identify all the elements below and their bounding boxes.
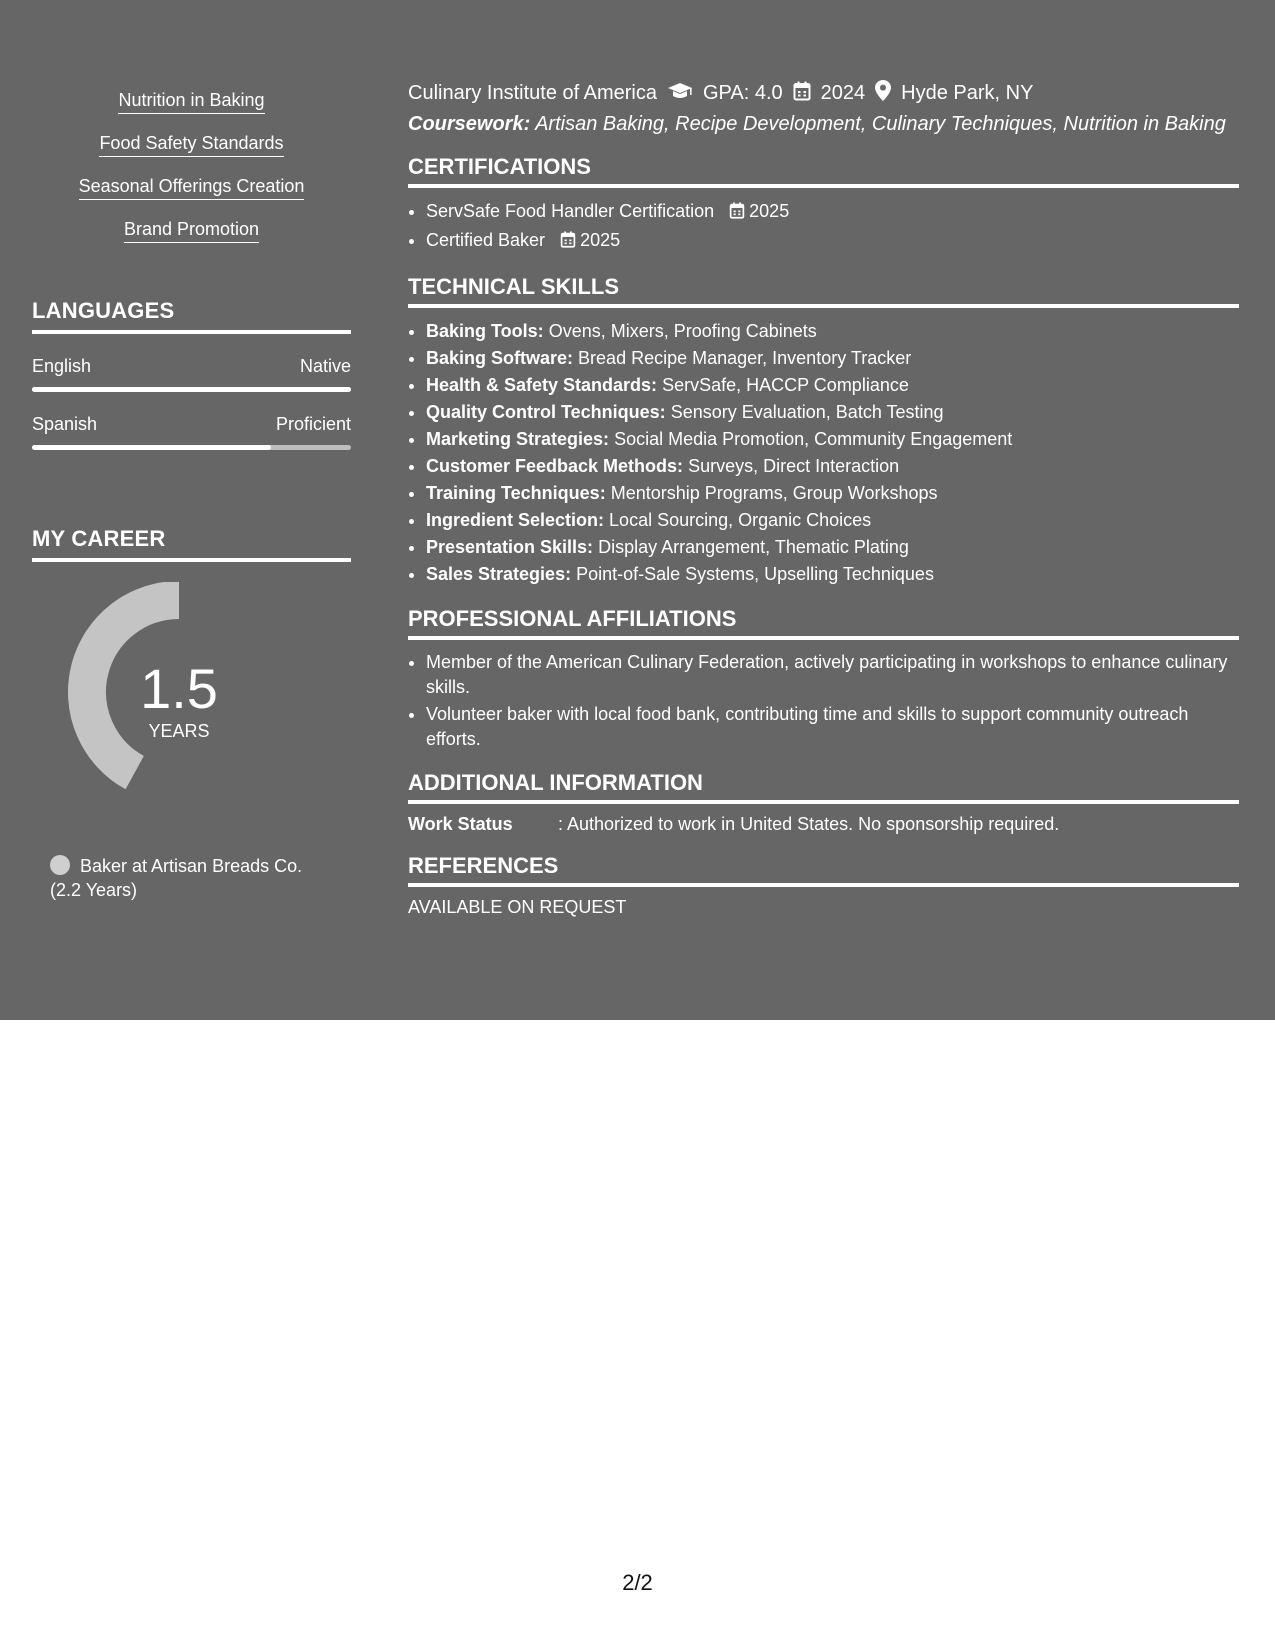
interests-list	[32, 80, 351, 252]
certification-item	[426, 198, 1239, 227]
career-years-value: 1.5	[140, 657, 218, 720]
education-school: Culinary Institute of America	[408, 82, 657, 104]
skill-value: Mentorship Programs, Group Workshops	[610, 483, 938, 503]
skill-value: Local Sourcing, Organic Choices	[609, 510, 872, 530]
work-status-label: Work Status	[408, 814, 513, 834]
affiliation-item: • Volunteer baker with local food bank, contributing time and skills to support community outreach efforts.	[426, 702, 1239, 752]
language-level: Native	[299, 356, 351, 376]
calendar-icon	[793, 81, 811, 107]
education-location: Hyde Park, NY	[901, 82, 1034, 104]
coursework-text: Artisan Baking, Recipe Development, Culinary Techniques, Nutrition in Baking	[535, 113, 1226, 135]
skill-value: Display Arrangement, Thematic Plating	[598, 537, 909, 557]
references-section	[408, 853, 1239, 918]
career-gauge	[32, 582, 351, 832]
language-item	[32, 356, 351, 392]
skill-value: ServSafe, HACCP Compliance	[662, 375, 909, 395]
career-item	[32, 854, 351, 902]
education-year: 2024	[820, 82, 866, 104]
page-number: 2/2	[622, 1570, 653, 1595]
skill-value: Surveys, Direct Interaction	[688, 456, 900, 476]
section-title: LANGUAGES	[32, 298, 351, 334]
skill-item	[426, 453, 1239, 480]
skill-item	[426, 345, 1239, 372]
graduation-cap-icon	[667, 82, 693, 106]
certification-item	[426, 227, 1239, 256]
right-column	[408, 80, 1239, 918]
section-title: PROFESSIONAL AFFILIATIONS	[408, 606, 1239, 640]
interest-link[interactable]: Food Safety Standards	[99, 132, 283, 157]
skill-value: Point-of-Sale Systems, Upselling Techniques	[576, 564, 934, 584]
career-years-unit: YEARS	[148, 721, 210, 741]
interest-link[interactable]: Nutrition in Baking	[118, 89, 264, 114]
skill-item	[426, 507, 1239, 534]
skill-label: Marketing Strategies:	[426, 429, 610, 449]
interest-link[interactable]: Brand Promotion	[124, 218, 259, 243]
location-pin-icon	[875, 80, 891, 107]
left-column	[32, 80, 351, 902]
calendar-icon	[560, 229, 576, 256]
coursework-label: Coursework:	[408, 113, 531, 135]
skill-value: Bread Recipe Manager, Inventory Tracker	[578, 348, 912, 368]
additional-info-section	[408, 770, 1239, 835]
skill-label: Baking Software:	[426, 348, 574, 368]
section-title: CERTIFICATIONS	[408, 154, 1239, 188]
section-title: ADDITIONAL INFORMATION	[408, 770, 1239, 804]
certification-name: ServSafe Food Handler Certification	[426, 201, 715, 221]
language-item	[32, 414, 351, 450]
education-line	[408, 80, 1239, 107]
skill-label: Presentation Skills:	[426, 537, 594, 557]
education-gpa: GPA: 4.0	[703, 82, 783, 104]
work-status-value: : Authorized to work in United States. No sponsorship required.	[558, 814, 1060, 834]
language-bar	[32, 387, 351, 392]
skill-label: Sales Strategies:	[426, 564, 572, 584]
language-bar-fill	[32, 387, 351, 392]
career-role: Baker at Artisan Breads Co.	[80, 856, 303, 876]
certification-year: 2025	[749, 201, 790, 221]
career-duration: (2.2 Years)	[50, 880, 138, 900]
skill-label: Health & Safety Standards:	[426, 375, 658, 395]
language-bar	[32, 445, 351, 450]
skill-label: Baking Tools:	[426, 321, 544, 341]
skill-item	[426, 372, 1239, 399]
section-title: TECHNICAL SKILLS	[408, 274, 1239, 308]
technical-skills-section	[408, 274, 1239, 588]
career-dot	[50, 855, 70, 875]
skill-item	[426, 561, 1239, 588]
certification-year: 2025	[580, 230, 621, 250]
references-text: AVAILABLE ON REQUEST	[408, 897, 627, 917]
language-name: English	[32, 356, 92, 376]
languages-section	[32, 298, 351, 450]
section-title: MY CAREER	[32, 526, 351, 562]
skill-item	[426, 318, 1239, 345]
interest-link[interactable]: Seasonal Offerings Creation	[79, 175, 305, 200]
skill-label: Customer Feedback Methods:	[426, 456, 684, 476]
skill-item	[426, 426, 1239, 453]
skill-value: Ovens, Mixers, Proofing Cabinets	[548, 321, 817, 341]
skill-label: Quality Control Techniques:	[426, 402, 666, 422]
skill-item	[426, 399, 1239, 426]
calendar-icon	[729, 200, 745, 227]
certification-name: Certified Baker	[426, 230, 546, 250]
language-name: Spanish	[32, 414, 98, 434]
work-status-row	[408, 814, 1239, 835]
skill-label: Training Techniques:	[426, 483, 606, 503]
skill-item	[426, 534, 1239, 561]
certifications-section	[408, 154, 1239, 256]
coursework-line	[408, 113, 1239, 136]
affiliation-item: • Member of the American Culinary Federation, actively participating in workshops to enhance culinary skills.	[426, 650, 1239, 700]
skill-label: Ingredient Selection:	[426, 510, 605, 530]
affiliations-section	[408, 606, 1239, 752]
section-title: REFERENCES	[408, 853, 1239, 887]
skill-value: Social Media Promotion, Community Engagement	[614, 429, 1013, 449]
skill-value: Sensory Evaluation, Batch Testing	[670, 402, 944, 422]
career-section	[32, 526, 351, 902]
skill-item	[426, 480, 1239, 507]
language-level: Proficient	[275, 414, 351, 434]
language-bar-fill	[32, 445, 271, 450]
